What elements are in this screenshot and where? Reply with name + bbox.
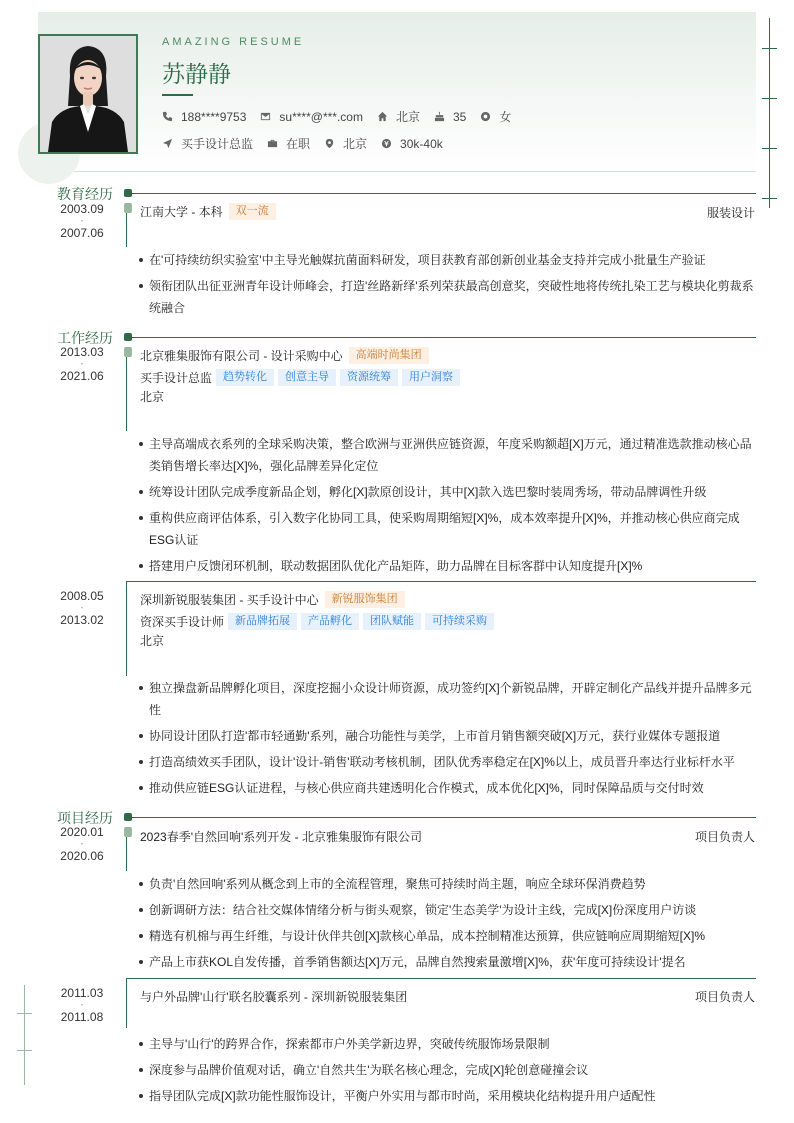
briefcase-icon [267, 138, 278, 149]
section-title-education: 教育经历 [57, 187, 113, 203]
phone-item [162, 110, 246, 124]
list-item: 独立操盘新品牌孵化项目，深度挖掘小众设计师资源，成功签约[X]个新锐品牌，开辟定制化产品线并提升品牌多元性 [138, 677, 756, 721]
date-start: 2011.03 [60, 986, 104, 1000]
left-decor-tick [17, 1050, 32, 1051]
send-icon [162, 138, 173, 149]
section-dot [124, 333, 132, 341]
major-text: 服装设计 [706, 206, 755, 220]
role-row [140, 613, 494, 630]
list-item: 推动供应链ESG认证进程，与核心供应商共建透明化合作模式，成本优化[X]%，同时保障品质与交付时效 [138, 777, 756, 799]
skill-tag: 团队赋能 [363, 613, 421, 630]
list-item: 负责'自然回响'系列从概念到上市的全流程管理，聚焦可持续时尚主题，响应全球环保消费趋势 [138, 873, 756, 895]
timeline-bar [126, 837, 127, 871]
date-range [58, 987, 106, 1023]
timeline-bar [126, 213, 127, 247]
cake-icon [434, 111, 445, 122]
project-bullets [138, 873, 756, 977]
school-badge: 双一流 [229, 203, 276, 220]
work-bullets [138, 677, 756, 803]
target-city-item [324, 135, 367, 152]
section-divider [126, 193, 756, 194]
portrait-image [40, 36, 136, 152]
company-title [140, 347, 429, 364]
date-separator: - [80, 1000, 84, 1009]
date-range [58, 590, 106, 626]
skill-tag: 新品牌拓展 [228, 613, 297, 630]
company-title [140, 591, 405, 608]
salary-item [381, 137, 443, 151]
work-location: 北京 [140, 390, 165, 404]
list-item: 主导与'山行'的跨界合作，探索都市户外美学新边界，突破传统服饰场景限制 [138, 1033, 756, 1055]
list-item: 深度参与品牌价值观对话，确立'自然共生'为联名核心理念，完成[X]轮创意碰撞会议 [138, 1059, 756, 1081]
education-title [140, 203, 276, 220]
target-title-item [162, 135, 253, 152]
left-decor-tick [17, 1013, 32, 1014]
company-dept: 深圳新锐服装集团 - 买手设计中心 [140, 593, 319, 607]
work-location: 北京 [140, 634, 165, 648]
date-range [58, 203, 106, 239]
city-text: 北京 [395, 110, 420, 124]
work-bullets [138, 433, 756, 581]
list-item: 指导团队完成[X]款功能性服饰设计，平衡户外实用与都市时尚，采用模块化结构提升用户适配性 [138, 1085, 756, 1107]
right-decor-tick [762, 148, 777, 149]
entry-divider [126, 978, 756, 979]
role-row [140, 369, 460, 386]
list-item: 在'可持续纺织实验室'中主导光触媒抗菌面料研发，项目获教育部创新创业基金支持并完成小批量生产验证 [138, 249, 756, 271]
gender-text: 女 [499, 110, 512, 124]
section-divider [126, 817, 756, 818]
name-underline [162, 94, 193, 96]
gender-icon [480, 111, 491, 122]
timeline-bar [126, 581, 127, 676]
date-end: 2011.08 [60, 1010, 104, 1024]
date-separator: - [80, 216, 84, 225]
date-range [58, 346, 106, 382]
email-text: su****@***.com [279, 109, 363, 124]
status-item [267, 135, 310, 152]
email-item [260, 110, 363, 124]
list-item: 创新调研方法：结合社交媒体情绪分析与街头观察，锁定'生态美学'为设计主线，完成[X]份深度用户访谈 [138, 899, 756, 921]
list-item: 搭建用户反馈闭环机制，联动数据团队优化产品矩阵，助力品牌在目标客群中认知度提升[X]% [138, 555, 756, 577]
phone-icon [162, 111, 173, 122]
section-dot [124, 189, 132, 197]
list-item: 领衔团队出征亚洲青年设计师峰会，打造'丝路新绎'系列荣获最高创意奖，突破性地将传统扎染工艺与模块化剪裁系统融合 [138, 275, 756, 319]
list-item: 协同设计团队打造'都市轻通勤'系列，融合功能性与美学，上市首月销售额突破[X]万元，获行业媒体专题报道 [138, 725, 756, 747]
age-text: 35 [452, 109, 467, 124]
company-badge: 高端时尚集团 [349, 347, 429, 364]
target-city-text: 北京 [343, 137, 368, 151]
home-icon [377, 111, 388, 122]
entry-marker [124, 347, 132, 357]
job-intent-row [162, 135, 457, 152]
entry-divider [126, 581, 756, 582]
list-item: 产品上市获KOL自发传播，首季销售额达[X]万元，品牌自然搜索量激增[X]%，获'年度可持续设计'提名 [138, 951, 756, 973]
date-separator: - [80, 839, 84, 848]
date-range [58, 826, 106, 862]
date-end: 2013.02 [60, 613, 104, 627]
entry-marker [124, 827, 132, 837]
timeline-bar [126, 978, 127, 1028]
list-item: 主导高端成衣系列的全球采购决策，整合欧洲与亚洲供应链资源，年度采购额超[X]万元，通过精准选款推动核心品类销售增长率达[X]%，强化品牌差异化定位 [138, 433, 756, 477]
date-separator: - [80, 603, 84, 612]
project-role: 项目负责人 [694, 830, 755, 844]
skill-tag: 产品孵化 [301, 613, 359, 630]
brand-label: AMAZING RESUME [162, 36, 305, 48]
skill-tag: 可持续采购 [425, 613, 494, 630]
skill-tag: 趋势转化 [216, 369, 274, 386]
phone-text: 188****9753 [181, 109, 247, 124]
list-item: 重构供应商评估体系，引入数字化协同工具，使采购周期缩短[X]%，成本效率提升[X]%，并推动核心供应商完成ESG认证 [138, 507, 756, 551]
company-dept: 北京雅集服饰有限公司 - 设计采购中心 [140, 349, 343, 363]
left-decor-rail [24, 985, 25, 1085]
role-text: 资深买手设计师 [140, 615, 225, 629]
list-item: 精选有机棉与再生纤维，与设计伙伴共创[X]款核心单品，成本控制精准达预算，供应链响应周期缩短[X]% [138, 925, 756, 947]
company-badge: 新锐服饰集团 [325, 591, 405, 608]
contact-row [162, 108, 525, 125]
status-text: 在职 [286, 137, 311, 151]
candidate-name: 苏静静 [162, 62, 231, 88]
gender-item [480, 108, 511, 125]
date-start: 2020.01 [60, 825, 104, 839]
list-item: 打造高绩效买手团队，设计'设计-销售'联动考核机制，团队优秀率稳定在[X]%以上，成员晋升率达行业标杆水平 [138, 751, 756, 773]
date-end: 2007.06 [60, 226, 104, 240]
project-title: 2023春季'自然回响'系列开发 - 北京雅集服饰有限公司 [140, 830, 422, 844]
date-end: 2021.06 [60, 369, 104, 383]
resume-header [38, 12, 756, 172]
project-role: 项目负责人 [694, 990, 755, 1004]
role-text: 买手设计总监 [140, 371, 213, 385]
skill-tag: 资源统筹 [340, 369, 398, 386]
entry-marker [124, 203, 132, 213]
salary-text: 30k-40k [400, 136, 443, 151]
right-decor-rail [769, 18, 770, 208]
money-icon [381, 138, 392, 149]
right-decor-tick [762, 48, 777, 49]
date-start: 2008.05 [60, 589, 104, 603]
project-bullets [138, 1033, 756, 1111]
city-item [377, 108, 420, 125]
education-bullets [138, 249, 756, 323]
skill-tag: 创意主导 [278, 369, 336, 386]
skill-tag: 用户洞察 [402, 369, 460, 386]
section-dot [124, 813, 132, 821]
section-title-projects: 项目经历 [57, 811, 113, 827]
avatar [38, 34, 138, 154]
list-item: 统筹设计团队完成季度新品企划，孵化[X]款原创设计，其中[X]款入选巴黎时装周秀场，带动品牌调性升级 [138, 481, 756, 503]
date-start: 2013.03 [60, 345, 104, 359]
age-item [434, 110, 466, 124]
project-title: 与户外品牌'山行'联名胶囊系列 - 深圳新锐服装集团 [140, 990, 408, 1004]
target-title-text: 买手设计总监 [181, 137, 254, 151]
mail-icon [260, 111, 271, 122]
date-start: 2003.09 [60, 202, 104, 216]
school-degree: 江南大学 - 本科 [140, 205, 223, 219]
timeline-bar [126, 357, 127, 431]
location-pin-icon [324, 138, 335, 149]
section-divider [126, 337, 756, 338]
section-title-work: 工作经历 [57, 331, 113, 347]
right-decor-tick [762, 198, 777, 199]
date-separator: - [80, 359, 84, 368]
right-decor-tick [762, 98, 777, 99]
date-end: 2020.06 [60, 849, 104, 863]
